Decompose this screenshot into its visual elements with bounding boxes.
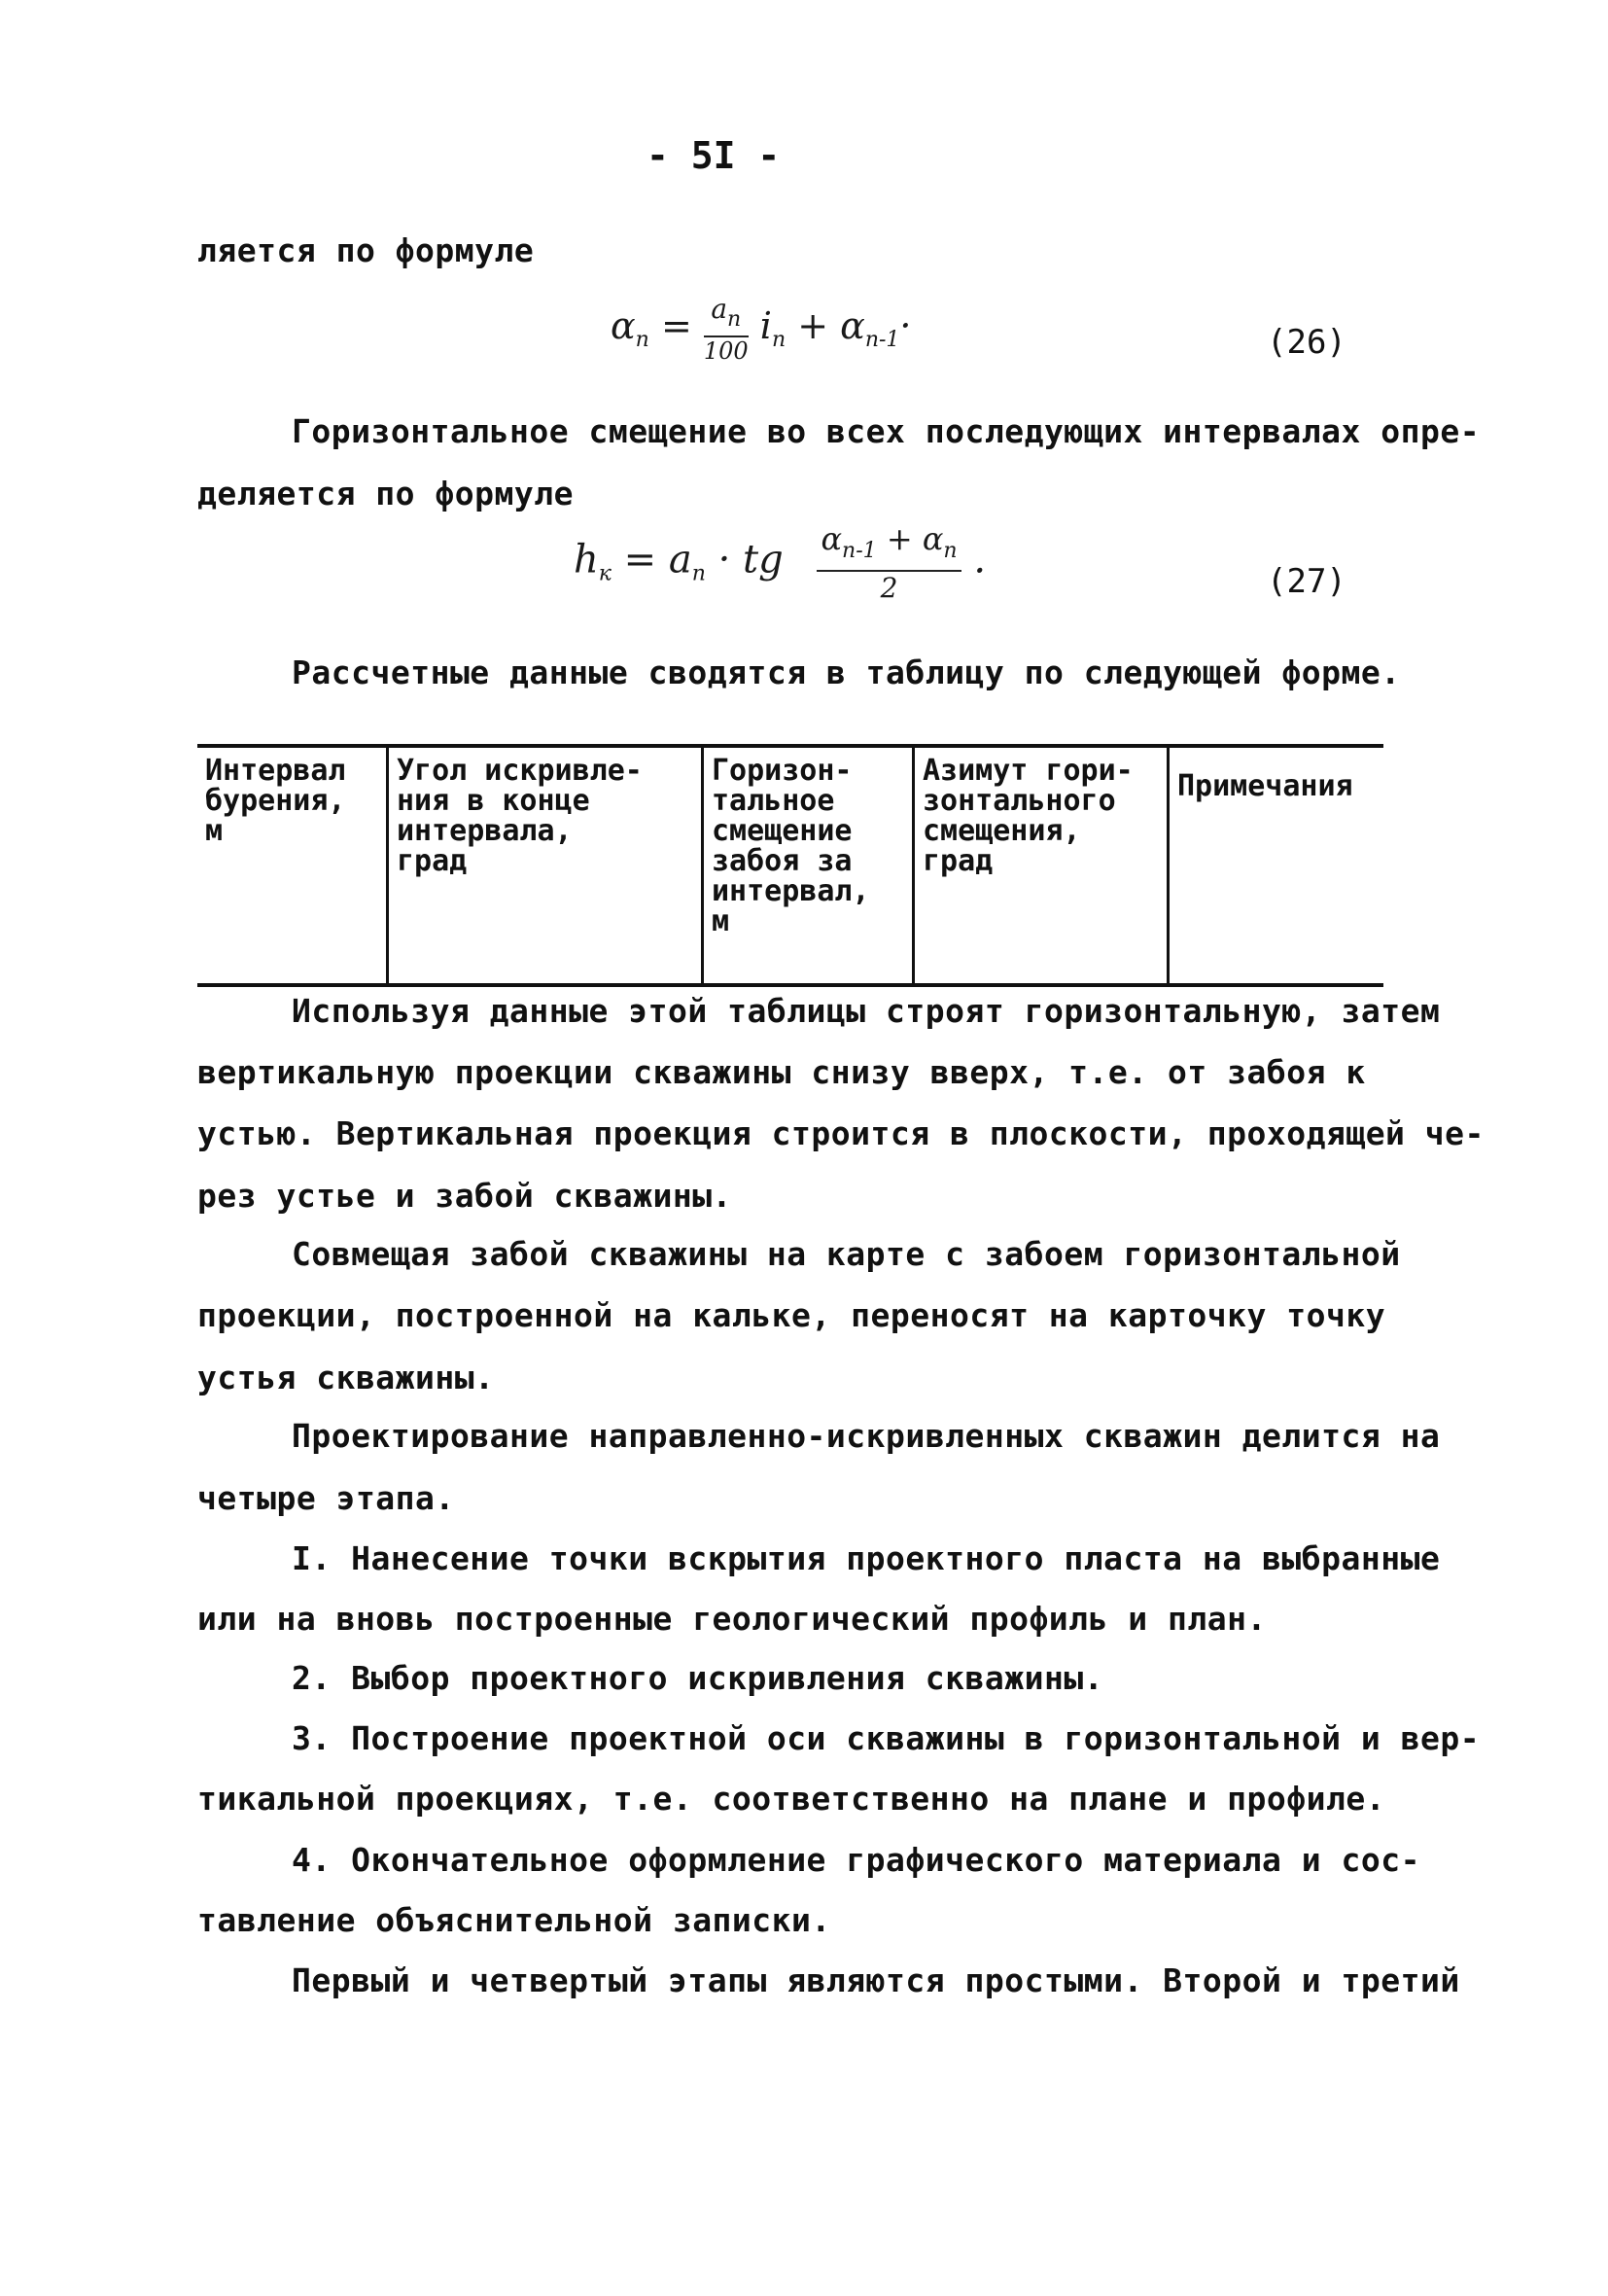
text-line: вертикальную проекции скважины снизу вверх, т.е. от забоя к xyxy=(197,1053,1366,1091)
formula-26-lhs: α xyxy=(611,304,636,347)
list-item: 2. Выбор проектного искривления скважины. xyxy=(292,1659,1104,1697)
formula-27-fraction xyxy=(817,520,961,605)
text-line: Используя данные этой таблицы строят горизонтальную, затем xyxy=(292,992,1441,1030)
list-item: 4. Окончательное оформление графического материала и сос- xyxy=(292,1841,1420,1879)
formula-27-num-alpha1-sub: n-1 xyxy=(842,539,877,563)
formula-26-plus: + xyxy=(797,304,829,347)
text-line: рез устье и забой скважины. xyxy=(197,1177,732,1215)
formula-26-frac-num-sub: n xyxy=(727,307,742,332)
table-header-cell: Примечания xyxy=(1169,746,1384,985)
formula-26-lhs-sub: n xyxy=(635,328,649,352)
formula-27-num-plus: + xyxy=(886,520,913,557)
formula-27-num-alpha1: α xyxy=(821,520,843,557)
text-line: деляется по формуле xyxy=(197,475,574,512)
formula-26-alpha-sub: n-1 xyxy=(864,328,900,352)
table-header-cell: Интервал бурения, м xyxy=(197,746,388,985)
formula-26 xyxy=(611,294,912,365)
text-line: Рассчетные данные сводятся в таблицу по следующей форме. xyxy=(292,653,1401,691)
text-line: проекции, построенной на кальке, переносят на карточку точку xyxy=(197,1296,1386,1334)
formula-26-alpha: α xyxy=(840,304,865,347)
formula-27 xyxy=(574,520,986,605)
formula-26-i-sub: n xyxy=(771,328,787,352)
formula-26-fraction xyxy=(704,294,749,365)
text-line: тавление объяснительной записки. xyxy=(197,1901,831,1939)
text-line: Горизонтальное смещение во всех последующих интервалах опре- xyxy=(292,412,1481,450)
text-line: устью. Вертикальная проекция строится в плоскости, проходящей че- xyxy=(197,1114,1485,1152)
formula-27-a-sub: n xyxy=(691,561,706,586)
formula-27-end: . xyxy=(973,537,987,583)
text-line: ляется по формуле xyxy=(197,231,535,269)
table-header-row xyxy=(197,746,1383,985)
formula-26-i: i xyxy=(759,304,772,347)
formula-27-lhs-sub: к xyxy=(598,561,612,586)
formula-27-num-alpha2-sub: n xyxy=(943,539,958,563)
table-header-cell: Горизон- тальное смещение забоя за интервал, м xyxy=(703,746,914,985)
list-item: 3. Построение проектной оси скважины в горизонтальной и вер- xyxy=(292,1719,1481,1757)
data-table xyxy=(197,744,1383,987)
formula-26-frac-den: 100 xyxy=(703,337,749,365)
formula-27-lhs: h xyxy=(574,537,599,583)
formula-26-eq: = xyxy=(660,304,692,347)
formula-27-eq: = xyxy=(623,537,657,583)
formula-27-a: a xyxy=(668,537,692,583)
text-line: Совмещая забой скважины на карте с забоем горизонтальной xyxy=(292,1235,1401,1273)
text-line: или на вновь построенные геологический профиль и план. xyxy=(197,1600,1267,1638)
formula-27-den: 2 xyxy=(880,572,898,604)
text-line: Проектирование направленно-искривленных скважин делится на xyxy=(292,1417,1441,1455)
text-line: Первый и четвертый этапы являются простыми. Второй и третий xyxy=(292,1961,1460,1999)
formula-27-tg: · tg xyxy=(717,537,784,583)
list-item: I. Нанесение точки вскрытия проектного пласта на выбранные xyxy=(292,1539,1441,1577)
formula-27-num-alpha2: α xyxy=(922,520,944,557)
equation-number-27: (27) xyxy=(1267,562,1346,601)
text-line: тикальной проекциях, т.е. соответственно на плане и профиле. xyxy=(197,1780,1386,1818)
table-header-cell: Азимут гори- зонтального смещения, град xyxy=(914,746,1169,985)
formula-26-frac-num: a xyxy=(711,293,728,325)
text-line: четыре этапа. xyxy=(197,1479,455,1517)
page-number: - 5I - xyxy=(647,134,781,177)
equation-number-26: (26) xyxy=(1267,323,1346,362)
table-header-cell: Угол искривле- ния в конце интервала, град xyxy=(388,746,703,985)
text-line: устья скважины. xyxy=(197,1359,495,1396)
formula-26-end: · xyxy=(899,304,912,347)
